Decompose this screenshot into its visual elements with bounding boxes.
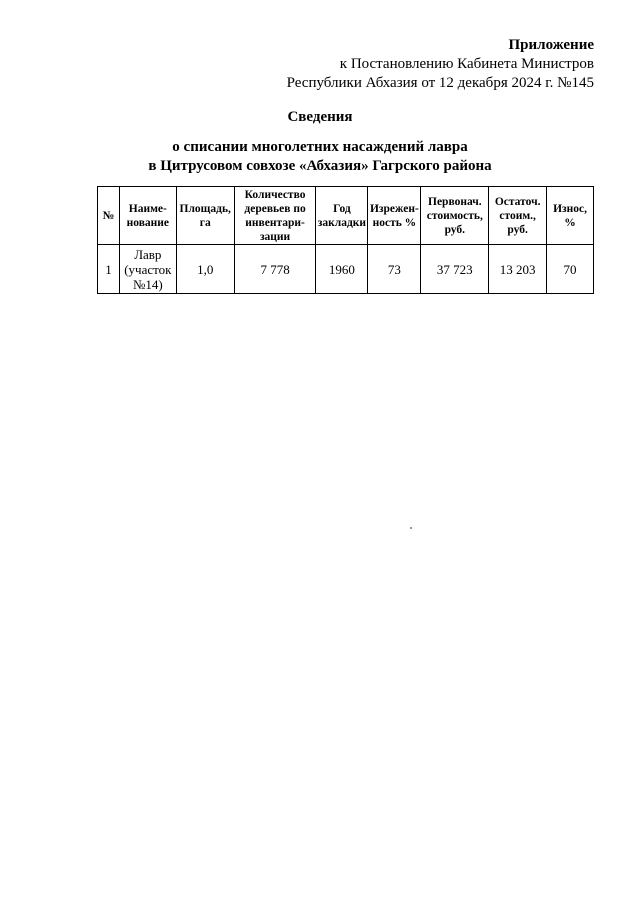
table-cell: Лавр (участок №14) bbox=[119, 245, 176, 294]
document-title: Сведения bbox=[287, 109, 353, 125]
header-line-1: к Постановлению Кабинета Министров bbox=[339, 56, 594, 72]
header-cell: Изрежен-ность % bbox=[368, 187, 421, 245]
header-cell: Первонач. стоимость, руб. bbox=[421, 187, 489, 245]
appendix-label: Приложение bbox=[508, 37, 594, 53]
header-cell: Площадь, га bbox=[176, 187, 234, 245]
table-header-row bbox=[98, 187, 594, 245]
header-cell: № bbox=[98, 187, 120, 245]
header-cell: Износ, % bbox=[547, 187, 594, 245]
table-cell: 1,0 bbox=[176, 245, 234, 294]
header-cell: Наиме-нование bbox=[119, 187, 176, 245]
table-cell: 37 723 bbox=[421, 245, 489, 294]
document-header bbox=[287, 36, 594, 93]
table-cell: 73 bbox=[368, 245, 421, 294]
document-subtitle bbox=[0, 138, 640, 176]
data-table bbox=[97, 186, 594, 294]
header-cell: Остаточ. стоим., руб. bbox=[489, 187, 547, 245]
header-line-2: Республики Абхазия от 12 декабря 2024 г. №145 bbox=[286, 75, 594, 91]
table-cell: 1 bbox=[98, 245, 120, 294]
table-cell: 1960 bbox=[316, 245, 368, 294]
table-cell: 7 778 bbox=[234, 245, 316, 294]
scan-speck bbox=[410, 527, 412, 529]
header-cell: Год закладки bbox=[316, 187, 368, 245]
table-cell: 70 bbox=[547, 245, 594, 294]
subtitle-line-1: о списании многолетних насаждений лавра bbox=[172, 139, 468, 155]
header-cell: Количество деревьев по инвентари-зации bbox=[234, 187, 316, 245]
table-row bbox=[98, 245, 594, 294]
table-cell: 13 203 bbox=[489, 245, 547, 294]
subtitle-line-2: в Цитрусовом совхозе «Абхазия» Гагрского района bbox=[148, 158, 492, 174]
